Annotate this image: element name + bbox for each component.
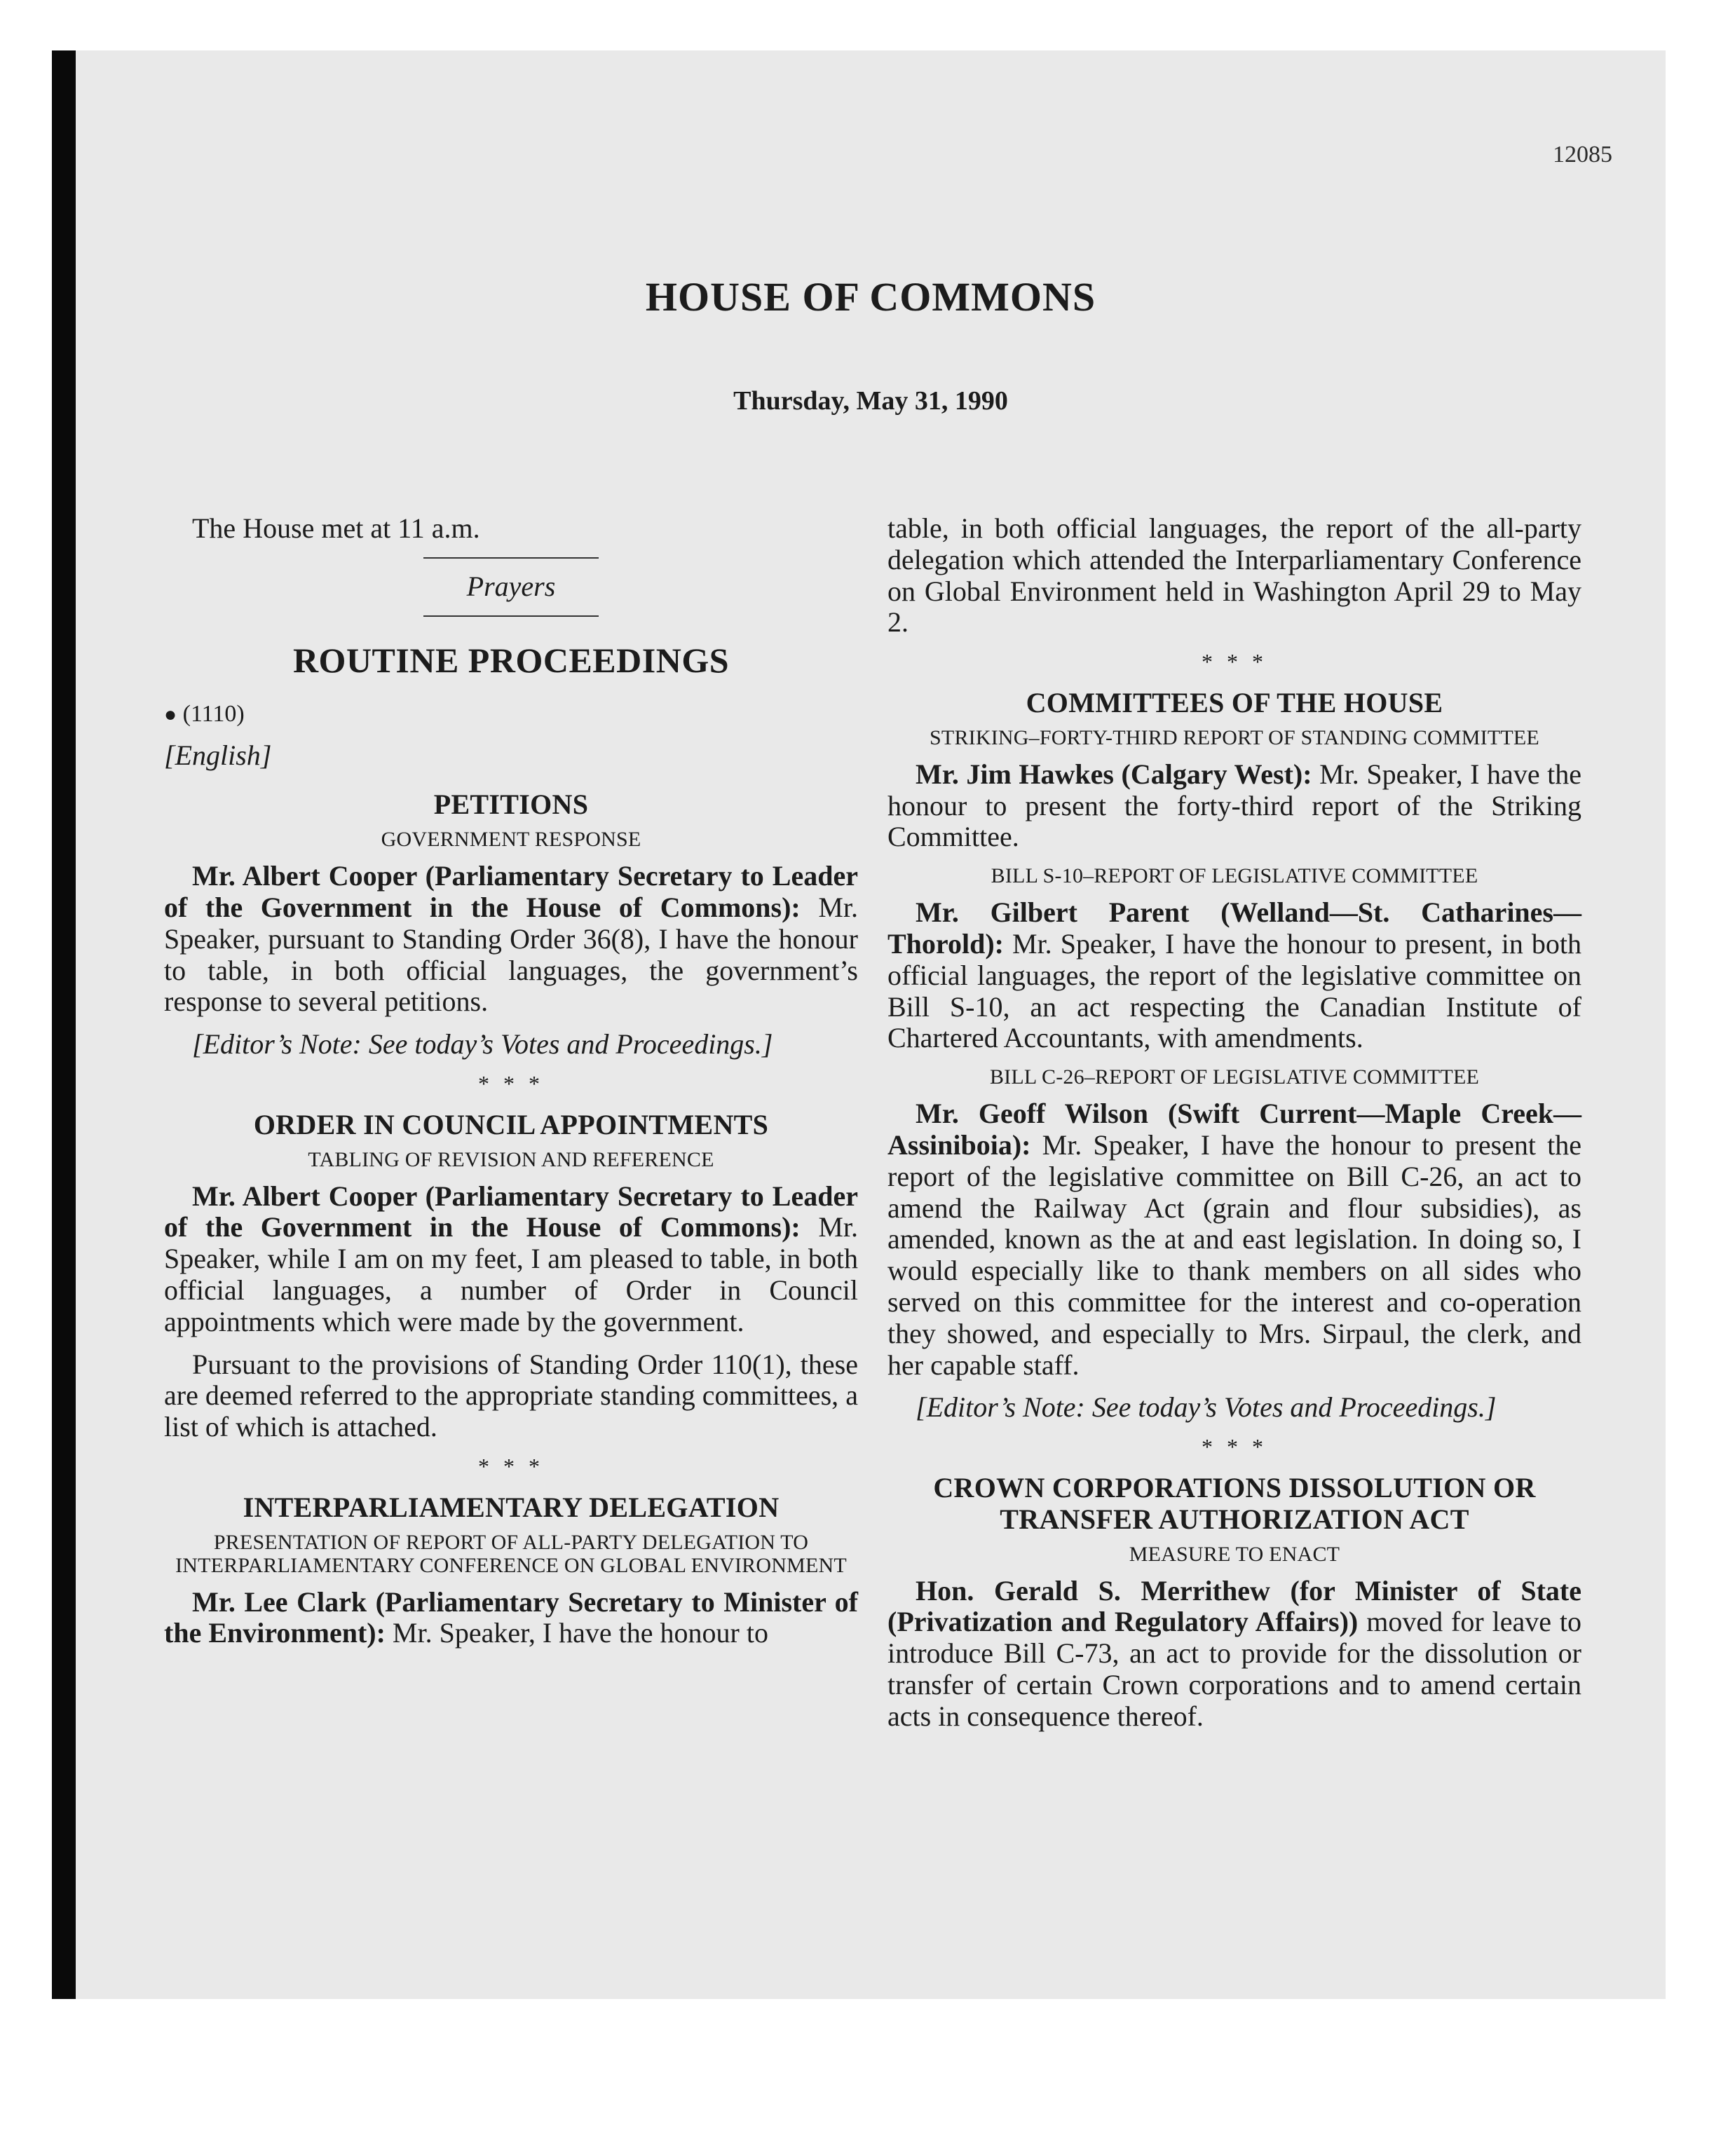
- crown-corporations-statement: [887, 1576, 1581, 1733]
- bill-c26-subheading: BILL C-26–REPORT OF LEGISLATIVE COMMITTEE: [989, 1065, 1480, 1089]
- scan-edge: [52, 50, 76, 1999]
- right-column: [887, 513, 1581, 1744]
- crown-corporations-subheading: MEASURE TO ENACT: [1129, 1542, 1340, 1566]
- speaker-name: Mr. Albert Cooper (Parliamentary Secretary to Leader of the Government in the House of Commons):: [164, 1180, 858, 1243]
- delegation-statement-continued: table, in both official languages, the report of the all-party delegation which attended the Interparliamentary Conference on Global Environment held in Washington April 29 to May 2.: [887, 512, 1581, 639]
- committees-heading: COMMITTEES OF THE HOUSE: [1026, 687, 1443, 719]
- sitting-date: Thursday, May 31, 1990: [733, 386, 1008, 416]
- page-number: 12085: [1553, 142, 1612, 168]
- section-separator: * * *: [1202, 1434, 1267, 1460]
- language-open-bracket: [: [164, 739, 175, 771]
- petitions-heading: PETITIONS: [433, 789, 589, 821]
- statement-text: Mr. Speaker, I have the honour to: [392, 1617, 768, 1649]
- section-separator: * * *: [1202, 649, 1267, 675]
- crown-corporations-heading: CROWN CORPORATIONS DISSOLUTION OR TRANSFER AUTHORIZATION ACT: [933, 1471, 1536, 1535]
- speaker-name: Mr. Jim Hawkes (Calgary West):: [916, 758, 1312, 790]
- order-in-council-heading: ORDER IN COUNCIL APPOINTMENTS: [253, 1108, 769, 1140]
- statement-text: Mr. Speaker, while I am on my feet, I am pleased to table, in both official languages, a number of Order in Council appointments which were made by the government.: [164, 1211, 858, 1337]
- time-marker: [164, 701, 858, 728]
- petitions-statement: [164, 861, 858, 1018]
- delegation-subheading: PRESENTATION OF REPORT OF ALL-PARTY DELEGATION TO INTERPARLIAMENTARY CONFERENCE ON GLOBAL ENVIRONMENT: [175, 1530, 847, 1577]
- statement-text: moved for leave to introduce Bill C-73, an act to provide for the dissolution or transfer of certain Crown corporations and to amend certain acts in consequence thereof.: [887, 1606, 1582, 1732]
- petitions-subheading: GOVERNMENT RESPONSE: [381, 828, 641, 852]
- statement-text: Mr. Speaker, I have the honour to present the report of the legislative committee on Bill C-26, an act to amend the Railway Act (grain and flour subsidies), as amended, known as the at and east legislation. In doing so, I would especially like to thank members on all sides who served on this committee for the interest and co-operation they showed, and especially to Mrs. Sirpaul, the clerk, and her capable staff.: [887, 1128, 1581, 1381]
- bullet-icon: ●: [164, 702, 177, 726]
- delegation-heading: INTERPARLIAMENTARY DELEGATION: [243, 1491, 780, 1523]
- opening-line: The House met at 11 a.m.: [192, 512, 480, 544]
- speaker-name: Mr. Lee Clark (Parliamentary Secretary to Minister of the Environment):: [164, 1585, 858, 1649]
- language-close-bracket: ]: [260, 739, 272, 771]
- speaker-name: Mr. Geoff Wilson (Swift Current—Maple Creek—Assiniboia):: [887, 1098, 1581, 1161]
- left-column: [164, 513, 858, 1660]
- routine-proceedings-heading: ROUTINE PROCEEDINGS: [292, 640, 730, 680]
- language-marker: [164, 740, 858, 772]
- statement-text: Mr. Speaker, pursuant to Standing Order 36(8), I have the honour to table, in both official languages, the government’s response to several petitions.: [164, 892, 858, 1018]
- hansard-page: [76, 50, 1666, 1999]
- time-marker-text: (1110): [182, 700, 245, 727]
- statement-text: Mr. Speaker, I have the honour to present, in both official languages, the report of the legislative committee on Bill S-10, an act respecting the Canadian Institute of Chartered Accountants, with amendments.: [887, 928, 1581, 1054]
- speaker-name: Mr. Gilbert Parent (Welland—St. Catharines—Thorold):: [887, 896, 1581, 960]
- prayers-heading: Prayers: [466, 570, 556, 602]
- section-separator: * * *: [478, 1454, 544, 1480]
- bill-c26-statement: [887, 1098, 1581, 1381]
- delegation-statement: [164, 1587, 858, 1650]
- editors-note: [Editor’s Note: See today’s Votes and Proceedings.]: [192, 1028, 773, 1060]
- speaker-name: Mr. Albert Cooper (Parliamentary Secretary to Leader of the Government in the House of Commons):: [164, 860, 858, 924]
- striking-statement: [887, 759, 1581, 853]
- divider: [423, 615, 599, 617]
- order-statement-continued: Pursuant to the provisions of Standing Order 110(1), these are deemed referred to the appropriate standing committees, a list of which is attached.: [164, 1348, 858, 1443]
- page-title: HOUSE OF COMMONS: [645, 274, 1096, 320]
- language-marker-text: English: [175, 739, 261, 771]
- order-in-council-subheading: TABLING OF REVISION AND REFERENCE: [308, 1147, 714, 1171]
- divider: [423, 557, 599, 559]
- order-statement: [164, 1181, 858, 1338]
- bill-s10-subheading: BILL S-10–REPORT OF LEGISLATIVE COMMITTEE: [991, 864, 1478, 888]
- striking-subheading: STRIKING–FORTY-THIRD REPORT OF STANDING COMMITTEE: [930, 725, 1539, 749]
- speaker-name: Hon. Gerald S. Merrithew (for Minister of State (Privatization and Regulatory Affairs)): [887, 1574, 1581, 1638]
- bill-s10-statement: [887, 897, 1581, 1054]
- statement-text: Mr. Speaker, I have the honour to present the forty-third report of the Striking Committee.: [887, 758, 1582, 853]
- editors-note: [Editor’s Note: See today’s Votes and Proceedings.]: [916, 1391, 1497, 1424]
- section-separator: * * *: [478, 1071, 544, 1097]
